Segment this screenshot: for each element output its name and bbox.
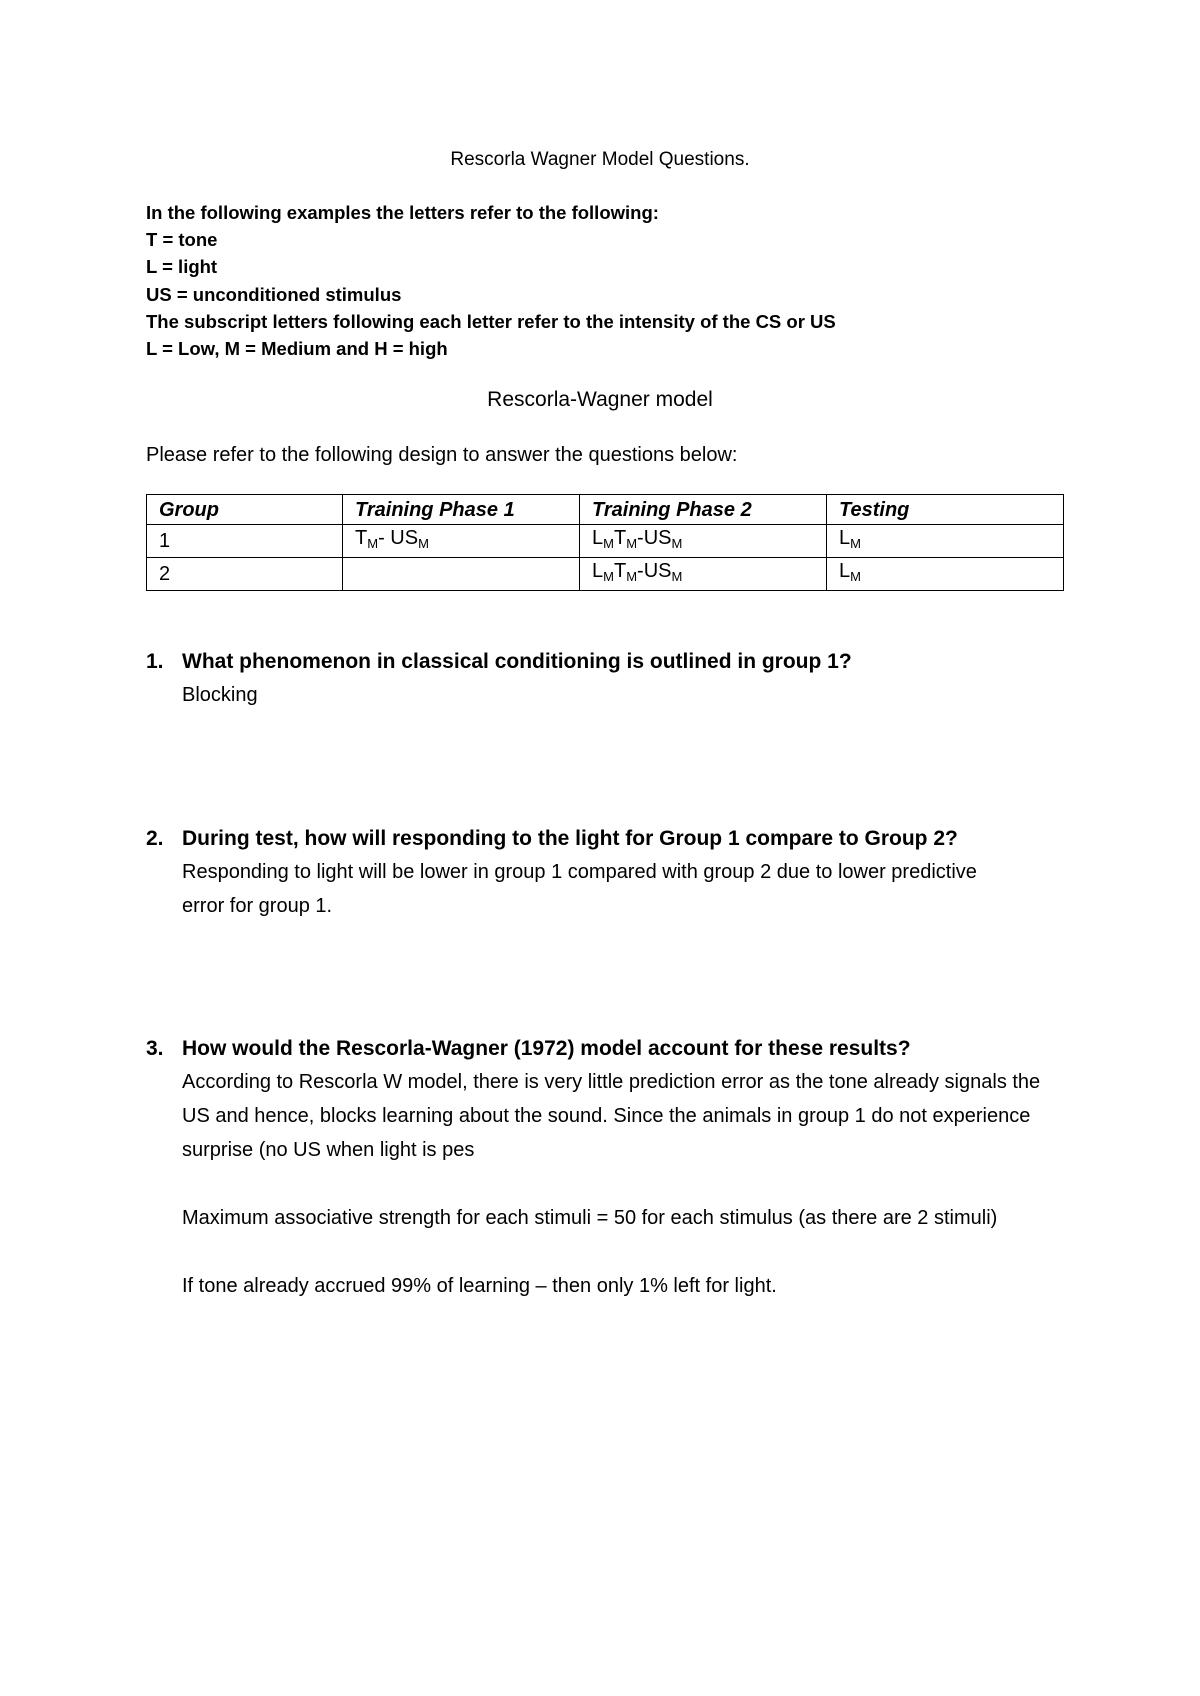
answer-paragraph: Blocking	[182, 684, 258, 706]
section-title: Rescorla-Wagner model	[487, 388, 713, 411]
question-text: During test, how will responding to the light for Group 1 compare to Group 2?	[182, 827, 958, 850]
legend-line: T = tone	[146, 229, 218, 251]
document-title: Rescorla Wagner Model Questions.	[450, 149, 750, 170]
notation-legend	[146, 199, 1106, 362]
legend-line: In the following examples the letters refer to the following:	[146, 202, 659, 223]
question-number: 1.	[146, 650, 164, 673]
stimulus-letter: L	[839, 527, 851, 549]
legend-line: The subscript letters following each letter refer to the intensity of the CS or US	[146, 310, 836, 332]
intensity-subscript: M	[850, 569, 861, 584]
stimulus-letter: -US	[637, 560, 672, 582]
stimulus-letter: L	[592, 560, 604, 582]
stimulus-letter: - US	[378, 527, 419, 549]
stimulus-letter: T	[613, 560, 627, 582]
question-3	[146, 1035, 1086, 1303]
question-number: 3.	[146, 1037, 164, 1060]
question-text: How would the Rescorla-Wagner (1972) model account for these results?	[182, 1037, 911, 1060]
stimulus-letter: L	[592, 527, 604, 549]
intensity-subscript: M	[603, 569, 614, 584]
stimulus-letter: L	[839, 560, 851, 582]
header-training-phase-2: Training Phase 2	[580, 495, 827, 525]
intensity-subscript: M	[671, 536, 683, 551]
intensity-subscript: M	[418, 536, 429, 551]
question-text: What phenomenon in classical conditioning is outlined in group 1?	[182, 650, 852, 673]
answer	[182, 1065, 1062, 1303]
answer-paragraph: Responding to light will be lower in group 1 compared with group 2 due to lower predictive error for group 1.	[182, 861, 977, 917]
answer	[182, 678, 1086, 712]
intensity-subscript: M	[626, 536, 638, 551]
question-2	[146, 825, 1086, 923]
cell-phase-2	[580, 558, 827, 591]
legend-line: L = Low, M = Medium and H = high	[146, 338, 448, 360]
answer	[182, 855, 982, 923]
intensity-subscript: M	[671, 569, 683, 584]
cell-group: 2	[147, 558, 343, 591]
legend-line: US = unconditioned stimulus	[146, 283, 402, 305]
cell-testing	[827, 525, 1064, 558]
legend-line: L = light	[146, 256, 218, 278]
stimulus-letter: T	[613, 527, 627, 549]
header-group: Group	[147, 495, 343, 525]
cell-testing	[827, 558, 1064, 591]
header-training-phase-1: Training Phase 1	[343, 495, 580, 525]
intensity-subscript: M	[367, 536, 379, 551]
stimulus-letter: T	[355, 527, 368, 549]
intensity-subscript: M	[626, 569, 638, 584]
intensity-subscript: M	[850, 536, 861, 551]
table-row	[147, 525, 1064, 558]
table-row	[147, 558, 1064, 591]
design-table	[146, 494, 1064, 591]
answer-paragraph: If tone already accrued 99% of learning – then only 1% left for light.	[182, 1275, 777, 1297]
header-testing: Testing	[827, 495, 1064, 525]
cell-phase-1	[343, 558, 580, 591]
question-1	[146, 648, 1086, 712]
table-header-row	[147, 495, 1064, 525]
cell-group: 1	[147, 525, 343, 558]
cell-phase-1	[343, 525, 580, 558]
intro-text: Please refer to the following design to answer the questions below:	[146, 444, 738, 466]
question-number: 2.	[146, 827, 164, 850]
answer-paragraph: Maximum associative strength for each stimuli = 50 for each stimulus (as there are 2 stimuli)	[182, 1207, 998, 1229]
answer-paragraph: According to Rescorla W model, there is very little prediction error as the tone already signals the US and hence, blocks learning about the sound. Since the animals in group 1 do not experience surprise (no US when light is pes	[182, 1071, 1041, 1161]
stimulus-letter: -US	[637, 527, 672, 549]
cell-phase-2	[580, 525, 827, 558]
intensity-subscript: M	[603, 536, 614, 551]
